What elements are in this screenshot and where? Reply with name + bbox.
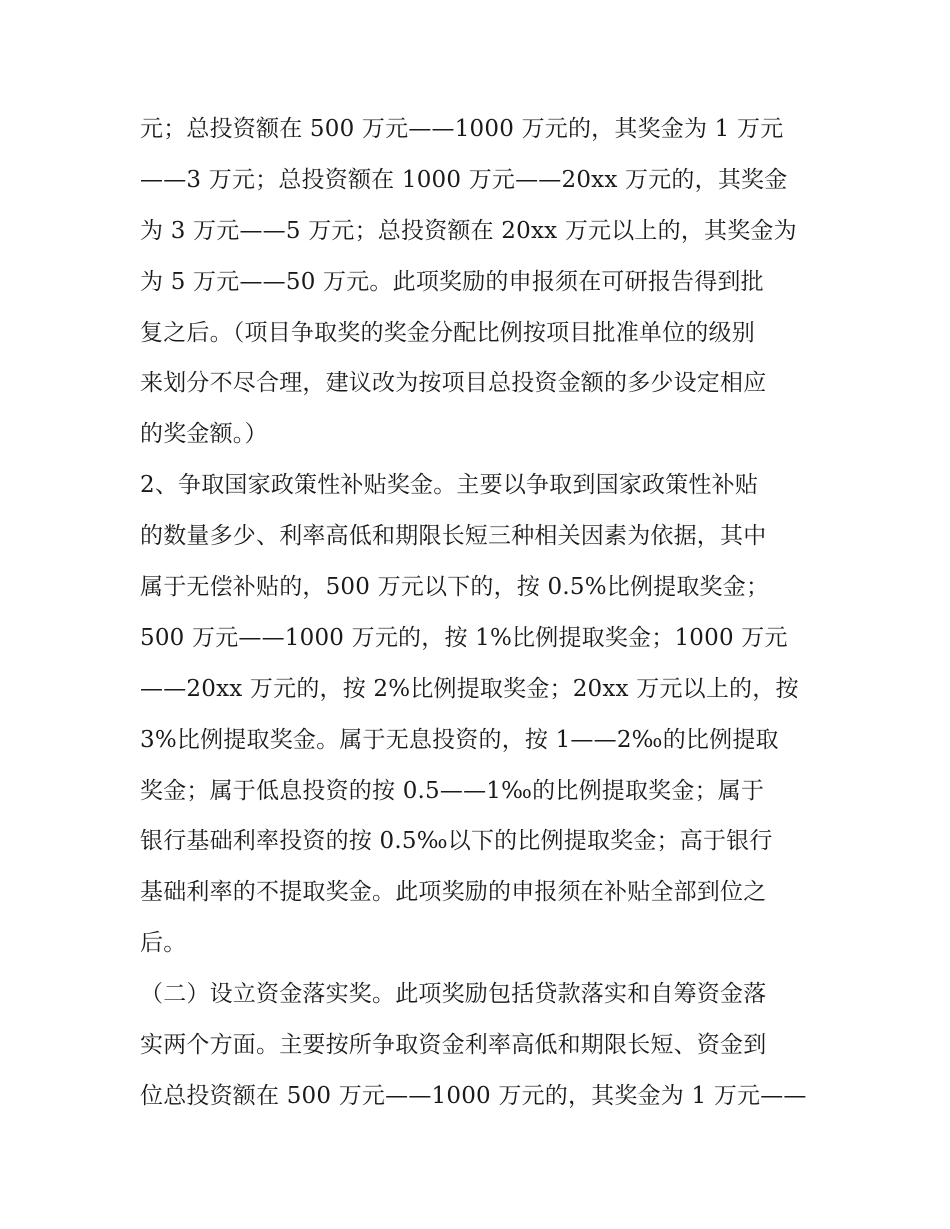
document-body xyxy=(140,104,820,1122)
text-line: ——3 万元；总投资额在 1000 万元——20xx 万元的，其奖金 xyxy=(140,166,788,193)
text-line: 的数量多少、利率高低和期限长短三种相关因素为依据，其中 xyxy=(140,523,767,550)
text-line: 复之后。（项目争取奖的奖金分配比例按项目批准单位的级别 xyxy=(140,319,755,346)
text-line: ——20xx 万元的，按 2%比例提取奖金；20xx 万元以上的，按 xyxy=(140,675,799,702)
text-line: 2、争取国家政策性补贴奖金。主要以争取到国家政策性补贴 xyxy=(140,472,759,499)
text-line: 为 5 万元——50 万元。此项奖励的申报须在可研报告得到批 xyxy=(140,268,764,295)
text-line: 基础利率的不提取奖金。此项奖励的申报须在补贴全部到位之 xyxy=(140,879,767,906)
text-line: 银行基础利率投资的按 0.5‰以下的比例提取奖金；高于银行 xyxy=(140,828,773,855)
text-line: 后。 xyxy=(140,930,187,957)
text-line: 的奖金额。） xyxy=(140,421,268,448)
text-line: 来划分不尽合理，建议改为按项目总投资金额的多少设定相应 xyxy=(140,370,767,397)
text-line: （二）设立资金落实奖。此项奖励包括贷款落实和自筹资金落 xyxy=(140,981,767,1008)
text-line: 属于无偿补贴的，500 万元以下的，按 0.5%比例提取奖金； xyxy=(140,574,770,601)
text-line: 奖金；属于低息投资的按 0.5——1‰的比例提取奖金；属于 xyxy=(140,777,765,804)
text-line: 3%比例提取奖金。属于无息投资的，按 1——2‰的比例提取 xyxy=(140,726,779,753)
text-line: 位总投资额在 500 万元——1000 万元的，其奖金为 1 万元—— xyxy=(140,1082,807,1109)
text-line: 实两个方面。主要按所争取资金利率高低和期限长短、资金到 xyxy=(140,1032,767,1059)
text-line: 元；总投资额在 500 万元——1000 万元的，其奖金为 1 万元 xyxy=(140,116,784,142)
text-line: 500 万元——1000 万元的，按 1%比例提取奖金；1000 万元 xyxy=(140,624,788,651)
text-line: 为 3 万元——5 万元；总投资额在 20xx 万元以上的，其奖金为 xyxy=(140,217,797,244)
